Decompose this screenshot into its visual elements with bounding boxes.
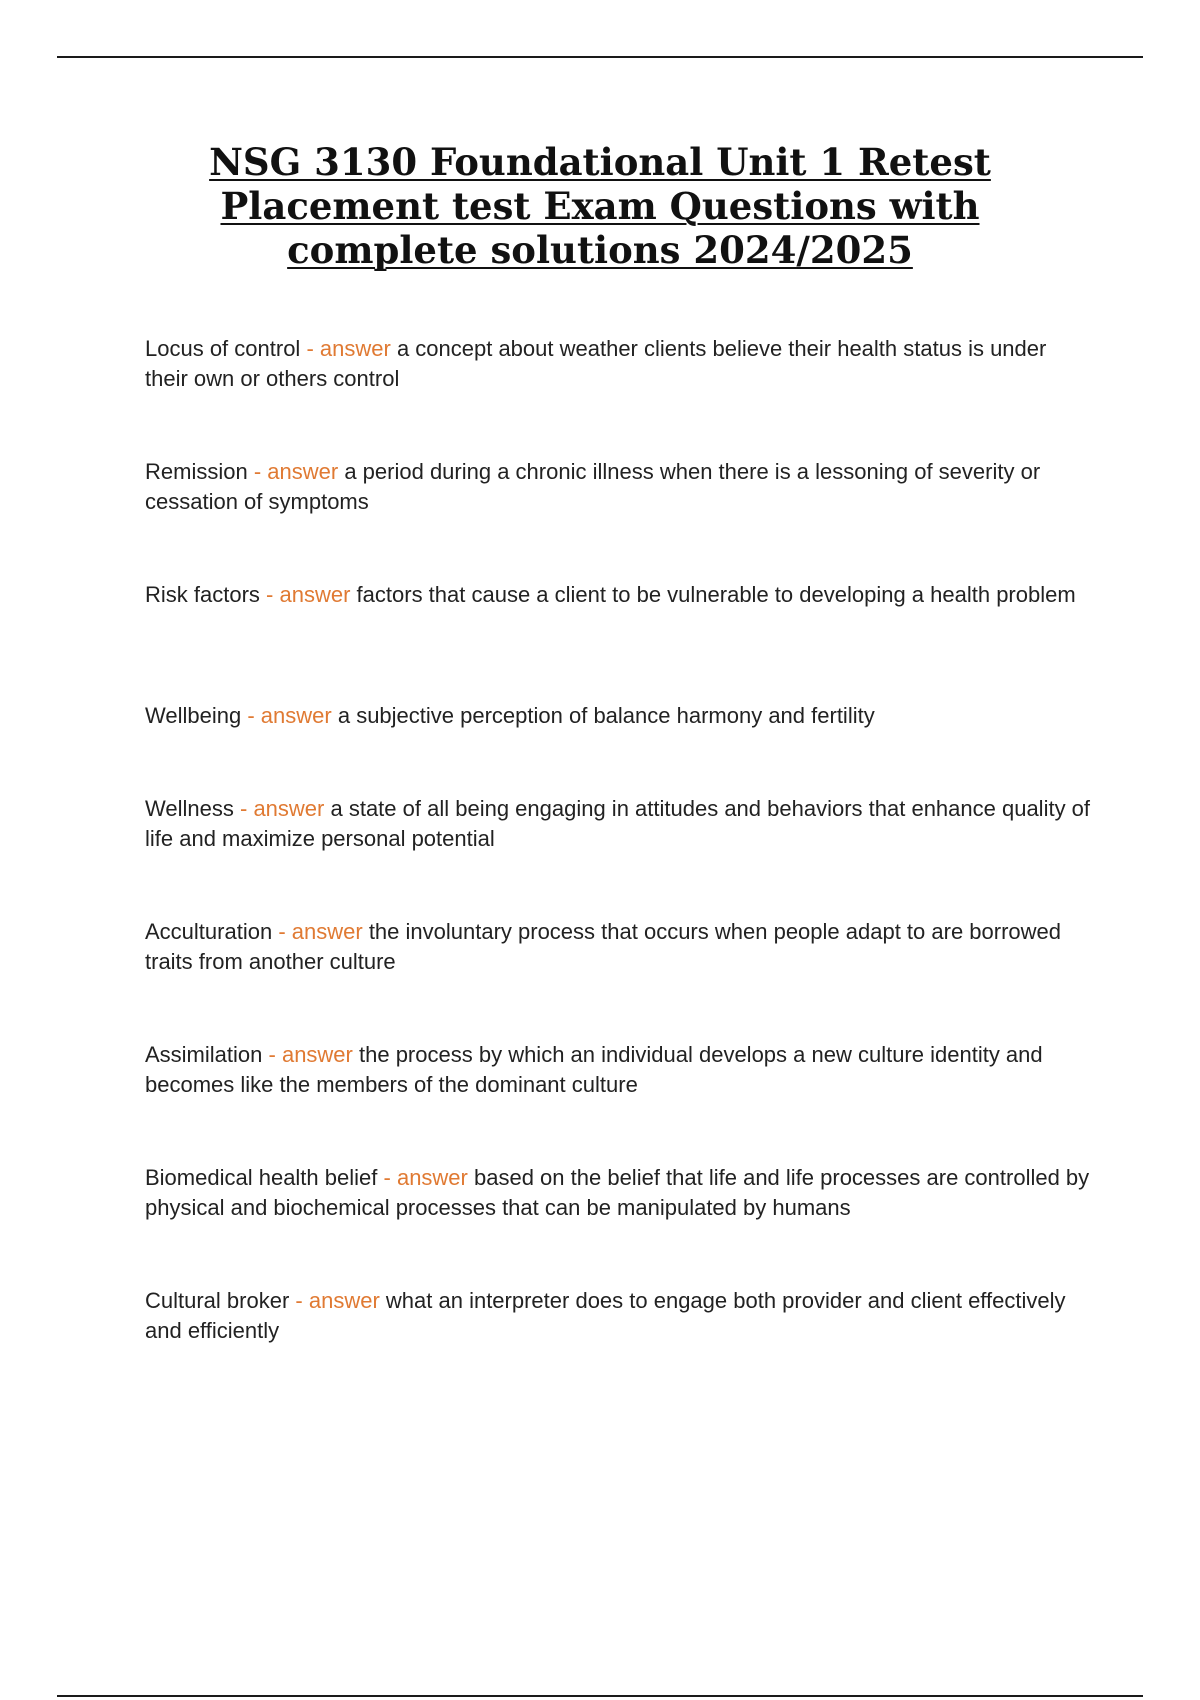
term-entry bbox=[145, 794, 1095, 854]
answer-label: answer bbox=[281, 1042, 353, 1067]
term-entry bbox=[145, 1163, 1095, 1223]
term-entry bbox=[145, 917, 1095, 977]
definition: factors that cause a client to be vulnerable to developing a health problem bbox=[356, 582, 1076, 607]
term-entry bbox=[145, 334, 1095, 394]
term: Biomedical health belief bbox=[145, 1165, 378, 1190]
term: Risk factors bbox=[145, 582, 260, 607]
top-divider bbox=[57, 56, 1143, 58]
separator: - bbox=[383, 1165, 391, 1190]
separator: - bbox=[278, 919, 286, 944]
definition: a state of all being engaging in attitudes and behaviors that enhance quality of life and maximize personal potential bbox=[145, 796, 1091, 851]
definition: a subjective perception of balance harmony and fertility bbox=[337, 703, 875, 728]
term-entry bbox=[145, 1286, 1095, 1346]
bottom-divider bbox=[57, 1695, 1143, 1697]
answer-label: answer bbox=[308, 1288, 380, 1313]
answer-label: answer bbox=[267, 459, 339, 484]
term-entry bbox=[145, 457, 1095, 517]
answer-label: answer bbox=[319, 336, 391, 361]
separator: - bbox=[268, 1042, 276, 1067]
term: Wellness bbox=[145, 796, 234, 821]
separator: - bbox=[239, 796, 248, 821]
separator: - bbox=[295, 1288, 303, 1313]
term: Cultural broker bbox=[145, 1288, 290, 1313]
answer-label: answer bbox=[396, 1165, 468, 1190]
definition: a period during a chronic illness when there is a lessoning of severity or cessation of symptoms bbox=[145, 459, 1041, 514]
definition: based on the belief that life and life processes are controlled by physical and biochemical processes that can be manipulated by humans bbox=[145, 1165, 1090, 1220]
answer-label: answer bbox=[291, 919, 363, 944]
definition: a concept about weather clients believe their health status is under their own or others control bbox=[145, 336, 1047, 391]
document-title: NSG 3130 Foundational Unit 1 Retest Placement test Exam Questions with complete solutions 2024/2025 bbox=[209, 140, 991, 272]
separator: - bbox=[253, 459, 262, 484]
separator: - bbox=[306, 336, 314, 361]
definition: the process by which an individual develops a new culture identity and becomes like the members of the dominant culture bbox=[145, 1042, 1043, 1097]
term: Wellbeing bbox=[145, 703, 242, 728]
term: Remission bbox=[145, 459, 248, 484]
term-entry bbox=[145, 1040, 1095, 1100]
term-entry bbox=[145, 580, 1095, 610]
definition: what an interpreter does to engage both provider and client effectively and efficiently bbox=[145, 1288, 1066, 1343]
definition: the involuntary process that occurs when people adapt to are borrowed traits from another culture bbox=[145, 919, 1062, 974]
separator: - bbox=[266, 582, 274, 607]
separator: - bbox=[247, 703, 255, 728]
answer-label: answer bbox=[279, 582, 351, 607]
term: Acculturation bbox=[145, 919, 273, 944]
term: Assimilation bbox=[145, 1042, 263, 1067]
term-entry bbox=[145, 701, 1095, 731]
answer-label: answer bbox=[260, 703, 332, 728]
term: Locus of control bbox=[145, 336, 301, 361]
answer-label: answer bbox=[253, 796, 325, 821]
